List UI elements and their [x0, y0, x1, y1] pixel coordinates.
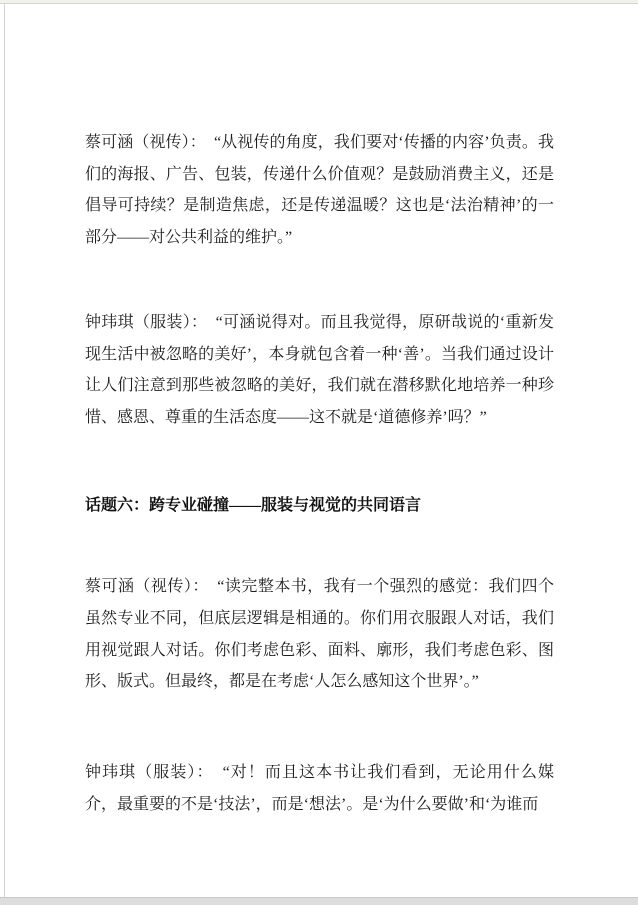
page-bottom-background: [0, 897, 638, 905]
paragraph-cai-gantong: 蔡可涵（视传）： “读完整本书，我有一个强烈的感觉：我们四个虽然专业不同，但底层逻辑是相通的。你们用衣服跟人对话，我们用视觉跟人对话。你们考虑色彩、面料、廓形，我们考虑色彩、图形、版式。但最终，都是在考虑‘人怎么感知这个世界’。”: [85, 578, 554, 691]
paragraph-zhong-daode: 钟玮琪（服装）： “可涵说得对。而且我觉得，原研哉说的‘重新发现生活中被忽略的美好’，本身就包含着一种‘善’。当我们通过设计让人们注意到那些被忽略的美好，我们就在潜移默化地培养一种珍惜、感恩、尊重的生活态度——这不就是‘道德修养’吗？”: [85, 313, 554, 426]
page-border-left: [4, 3, 5, 897]
paragraph-zhong-xiangfa: 钟玮琪（服装）： “对！而且这本书让我们看到，无论用什么媒介，最重要的不是‘技法’，而是‘想法’。是‘为什么要做’和‘为谁而: [85, 764, 554, 813]
paragraph-cai-fazhi: 蔡可涵（视传）： “从视传的角度，我们要对‘传播的内容’负责。我们的海报、广告、包装，传递什么价值观？是鼓励消费主义，还是倡导可持续？是制造焦虑，还是传递温暖？这也是‘法治精神’的一部分——对公共利益的维护。”: [85, 134, 554, 247]
page-border-top: [0, 3, 638, 4]
section-heading-topic6: 话题六：跨专业碰撞——服装与视觉的共同语言: [85, 496, 422, 514]
